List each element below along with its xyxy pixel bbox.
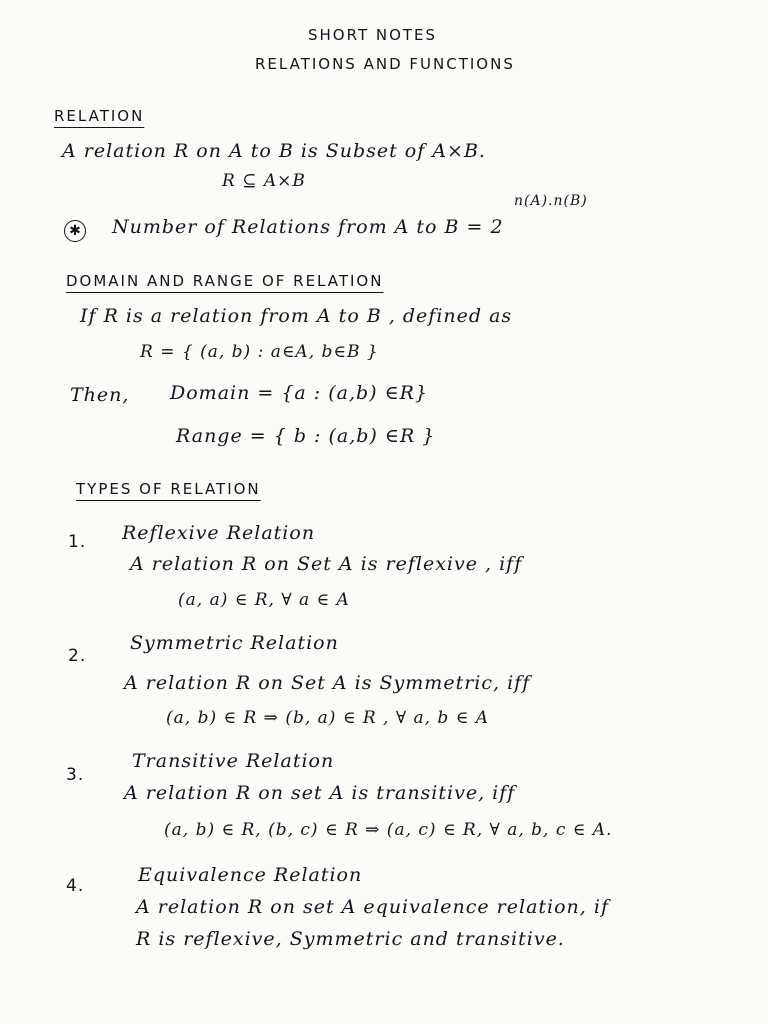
relation-count: Number of Relations from A to B = 2: [112, 216, 504, 238]
relation-notation: R ⊆ A×B: [222, 171, 306, 191]
notes-title: SHORT NOTES: [308, 26, 438, 44]
type-number: 2.: [68, 646, 87, 666]
type-definition: A relation R on Set A is Symmetric, iff: [124, 672, 531, 694]
types-heading: TYPES OF RELATION: [76, 480, 261, 498]
then-label: Then,: [70, 384, 130, 406]
type-title: Symmetric Relation: [130, 632, 339, 654]
relation-heading: RELATION: [54, 107, 145, 125]
type-condition: R is reflexive, Symmetric and transitive.: [136, 928, 565, 950]
star-bullet-icon: ✱: [64, 220, 86, 242]
type-condition: (a, b) ∈ R ⇒ (b, a) ∈ R , ∀ a, b ∈ A: [166, 708, 489, 728]
type-number: 3.: [66, 765, 85, 785]
type-condition: (a, b) ∈ R, (b, c) ∈ R ⇒ (a, c) ∈ R, ∀ a, b, c ∈ A.: [164, 820, 613, 840]
relation-count-exponent: n(A).n(B): [514, 193, 588, 209]
type-definition: A relation R on set A equivalence relation, if: [136, 896, 609, 918]
domain-definition: Domain = {a : (a,b) ∈R}: [170, 382, 429, 404]
domain-range-line1: If R is a relation from A to B , defined as: [80, 305, 513, 327]
type-title: Equivalence Relation: [138, 864, 363, 886]
type-number: 1.: [68, 532, 87, 552]
type-title: Reflexive Relation: [122, 522, 316, 544]
type-definition: A relation R on Set A is reflexive , iff: [130, 553, 523, 575]
domain-range-heading: DOMAIN AND RANGE OF RELATION: [66, 272, 384, 290]
notes-subtitle: RELATIONS AND FUNCTIONS: [255, 55, 515, 73]
type-title: Transitive Relation: [132, 750, 335, 772]
type-number: 4.: [66, 876, 85, 896]
type-definition: A relation R on set A is transitive, iff: [124, 782, 516, 804]
relation-definition: A relation R on A to B is Subset of A×B.: [62, 140, 486, 162]
domain-range-line2: R = { (a, b) : a∈A, b∈B }: [140, 342, 379, 362]
range-definition: Range = { b : (a,b) ∈R }: [176, 425, 436, 447]
type-condition: (a, a) ∈ R, ∀ a ∈ A: [178, 590, 350, 610]
